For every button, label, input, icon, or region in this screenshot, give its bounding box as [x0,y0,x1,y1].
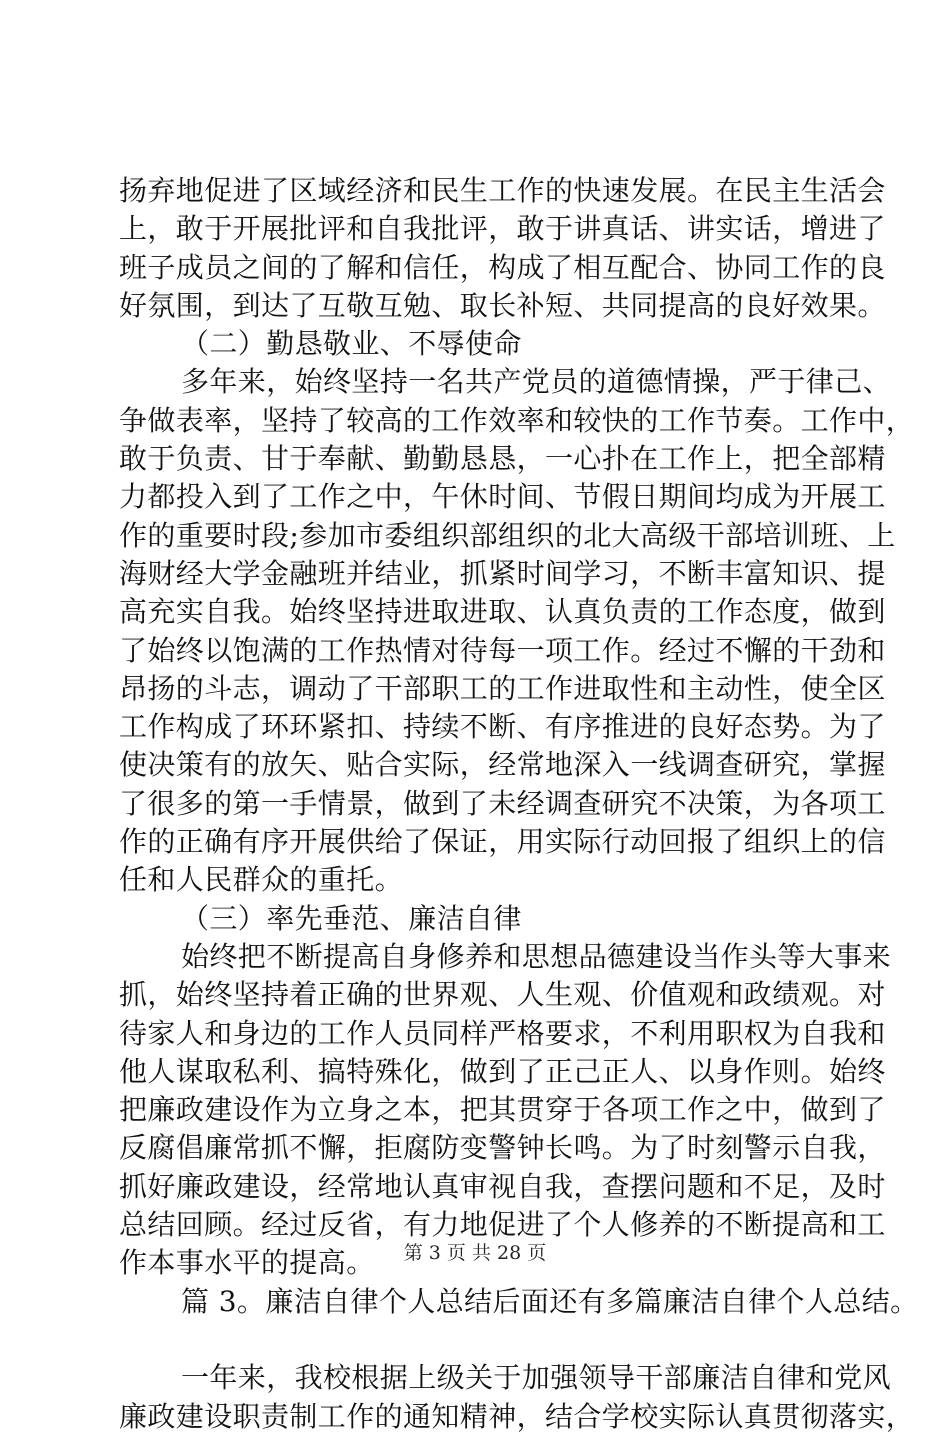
text-line: 海财经大学金融班并结业，抓紧时间学习，不断丰富知识、提 [119,556,886,590]
text-line: 敢于负责、甘于奉献、勤勤恳恳，一心扑在工作上，把全部精 [119,442,886,476]
page-footer: 第 3 页 共 28 页 [403,1242,547,1264]
text-line: 抓，始终坚持着正确的世界观、人生观、价值观和政绩观。对 [119,978,886,1012]
text-line: 作本事水平的提高。 [119,1246,375,1280]
text-line: 班子成员之间的了解和信任，构成了相互配合、协同工作的良 [119,250,886,284]
text-line: 把廉政建设作为立身之本，把其贯穿于各项工作之中，做到了 [119,1093,886,1127]
text-line: 昂扬的斗志，调动了干部职工的工作进取性和主动性，使全区 [119,671,886,705]
text-line: 总结回顾。经过反省，有力地促进了个人修养的不断提高和工 [119,1208,886,1242]
text-line: 任和人民群众的重托。 [119,863,404,897]
text-line: 工作构成了环环紧扣、持续不断、有序推进的良好态势。为了 [119,710,886,744]
text-line: 使决策有的放矢、贴合实际，经常地深入一线调查研究，掌握 [119,748,886,782]
text-line: （二）勤恳敬业、不辱使命 [181,327,522,361]
text-line: 作的正确有序开展供给了保证，用实际行动回报了组织上的信 [119,825,886,859]
text-line: 上，敢于开展批评和自我批评，敢于讲真话、讲实话，增进了 [119,212,886,246]
blank-line [119,1321,835,1359]
text-line: 始终把不断提高自身修养和思想品德建设当作头等大事来 [181,939,892,973]
text-line: 篇 3。廉洁自律个人总结后面还有多篇廉洁自律个人总结。 [181,1284,919,1318]
text-line: 一年来，我校根据上级关于加强领导干部廉洁自律和党风 [181,1361,892,1395]
text-line: 了很多的第一手情景，做到了未经调查研究不决策，为各项工 [119,786,886,820]
text-line: 力都投入到了工作之中，午休时间、节假日期间均成为开展工 [119,480,886,514]
text-line: 待家人和身边的工作人员同样严格要求，不利用职权为自我和 [119,1016,886,1050]
text-line: 了始终以饱满的工作热情对待每一项工作。经过不懈的干劲和 [119,633,886,667]
text-line: 廉政建设职责制工作的通知精神，结合学校实际认真贯彻落实， [119,1399,915,1433]
text-line: （三）率先垂范、廉洁自律 [181,901,522,935]
text-line: 反腐倡廉常抓不懈，拒腐防变警钟长鸣。为了时刻警示自我， [119,1131,886,1165]
text-line: 抓好廉政建设，经常地认真审视自我，查摆问题和不足，及时 [119,1169,886,1203]
text-line: 作的重要时段;参加市委组织部组织的北大高级干部培训班、上 [119,518,896,552]
text-line: 争做表率，坚持了较高的工作效率和较快的工作节奏。工作中， [119,403,915,437]
text-line: 扬弃地促进了区域经济和民生工作的快速发展。在民主生活会 [119,174,886,207]
text-line: 好氛围，到达了互敬互勉、取长补短、共同提高的良好效果。 [119,288,886,322]
text-line: 他人谋取私利、搞特殊化，做到了正己正人、以身作则。始终 [119,1054,886,1088]
text-line: 高充实自我。始终坚持进取进取、认真负责的工作态度，做到 [119,595,886,629]
text-line: 多年来，始终坚持一名共产党员的道德情操，严于律己、 [181,365,892,399]
